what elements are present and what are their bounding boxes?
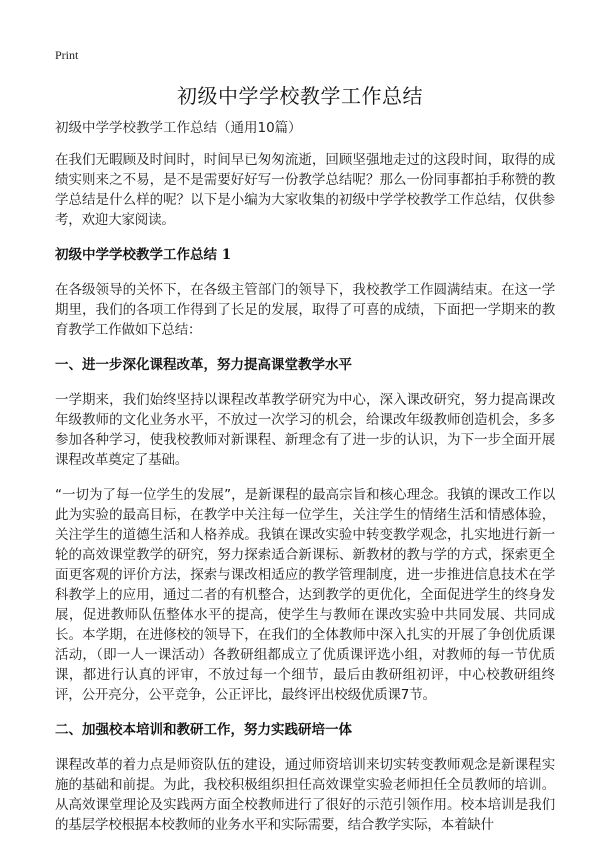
intro-paragraph: 在我们无暇顾及时间时，时间早已匆匆流逝，回顾坚强地走过的这段时间，取得的成绩实则来之不易，是不是需要好好写一份教学总结呢？那么一份同事都拍手称赞的教学总结是什么样的呢？以下是小编为大家收集的初级中学学校教学工作总结，仅供参考，欢迎大家阅读。 (55, 152, 555, 228)
part-one-paragraph-2: “一切为了每一位学生的发展”，是新课程的最高宗旨和核心理念。我镇的课改工作以此为实验的最高目标，在教学中关注每一位学生，关注学生的情绪生活和情感体验，关注学生的道德生活和人格养成。我镇在课改实验中转变教学观念，扎实地进行新一轮的高效课堂教学的研究，努力探索适合新课标、新教材的教与学的方式，探索更全面更客观的评价方法，探索与课改相适应的教学管理制度，进一步推进信息技术在学科教学上的应用，通过二者的有机整合，达到教学的更优化，全面促进学生的终身发展，促进教师队伍整体水平的提高，使学生与教师在课改实验中共同发展、共同成长。本学期，在进修校的领导下，在我们的全体教师中深入扎实的开展了争创优质课活动，（即一人一课活动）各教研组都成立了优质课评选小组，对教师的每一节优质课，都进行认真的评审，不放过每一个细节，最后由教研组初评，中心校教研组终评，公开亮分，公平竞争，公正评比，最终评出校级优质课7节。 (55, 487, 555, 703)
section-intro-paragraph: 在各级领导的关怀下，在各级主管部门的领导下，我校教学工作圆满结束。在这一学期里，我们的各项工作得到了长足的发展，取得了可喜的成绩，下面把一学期来的教育教学工作做如下总结： (55, 282, 555, 338)
document-subtitle: 初级中学学校教学工作总结（通用10篇） (55, 120, 302, 136)
part-one-paragraph-1: 一学期来，我们始终坚持以课程改革教学研究为中心，深入课改研究，努力提高课改年级教师的文化业务水平，不放过一次学习的机会，给课改年级教师创造机会，多多参加各种学习，使我校教师对新课程、新理念有了进一步的认识，为下一步全面开展课程改革奠定了基础。 (55, 392, 555, 468)
part-one-heading: 一、进一步深化课程改革，努力提高课堂教学水平 (55, 357, 352, 373)
part-two-paragraph-1: 课程改革的着力点是师资队伍的建设，通过师资培训来切实转变教师观念是新课程实施的基础和前提。为此，我校积极组织担任高效课堂实验老师担任全员教师的培训。从高效课堂理论及实践两方面全校教师进行了很好的示范引领作用。校本培训是我们的基层学校根据本校教师的业务水平和实际需要，结合教学实际，本着缺什 (55, 757, 555, 833)
section-heading: 初级中学学校教学工作总结 1 (55, 247, 232, 263)
print-link[interactable]: Print (55, 48, 79, 62)
document-body (55, 118, 555, 850)
part-two-heading: 二、加强校本培训和教研工作，努力实践研培一体 (55, 722, 352, 738)
document-title: 初级中学学校教学工作总结 (177, 84, 423, 108)
